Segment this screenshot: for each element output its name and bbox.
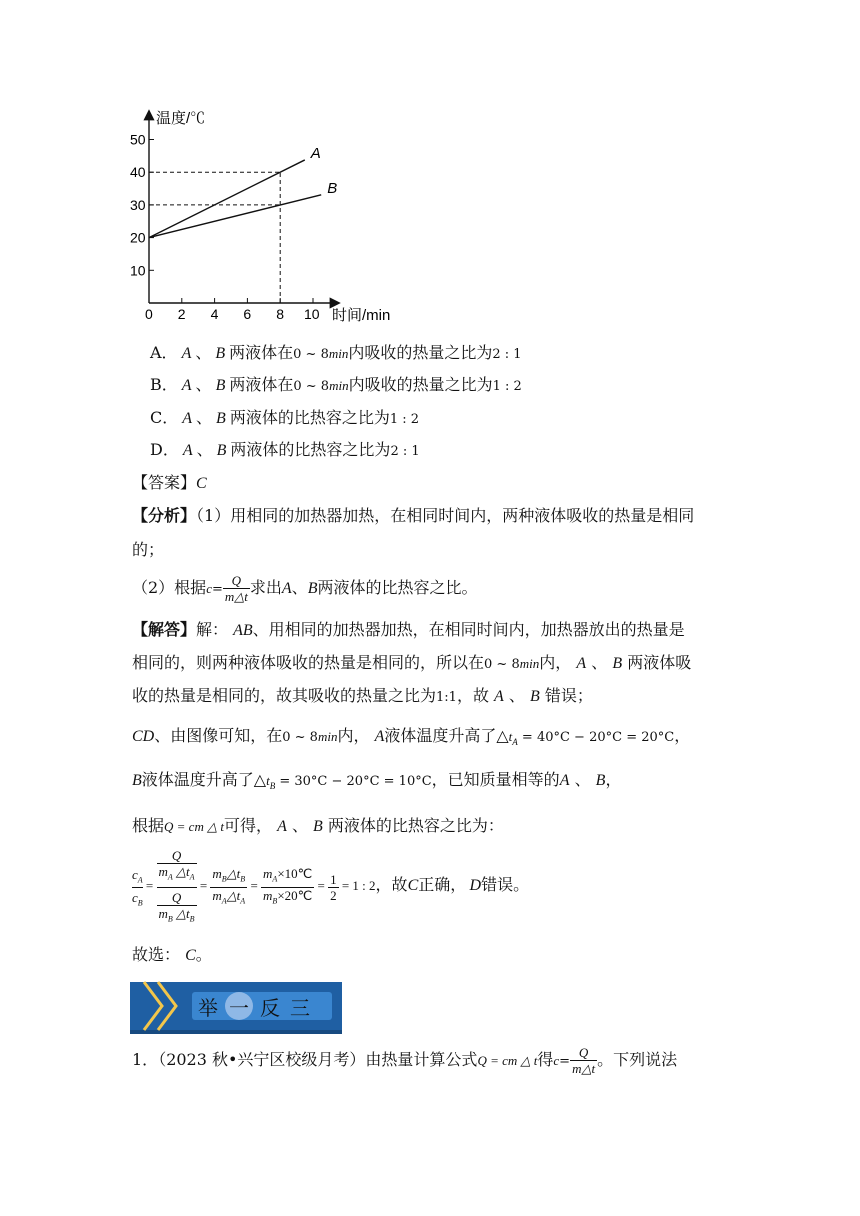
solution-line-1 [132, 618, 685, 643]
banner-char-4: 三 [290, 996, 310, 1020]
option-part: D． [150, 440, 179, 459]
formula: Q = cm △ t [477, 1053, 538, 1068]
eq: = [145, 878, 154, 894]
banner-char-3: 反 [260, 996, 280, 1020]
sub-a: A [512, 737, 518, 748]
sep: 、 [574, 770, 591, 789]
solution-text: 相同的，则两种液体吸收的热量是相同的，所以在 [132, 653, 485, 672]
solution-text: 根据 [132, 816, 165, 835]
option-b[interactable] [150, 373, 522, 399]
option-part: B [216, 442, 227, 459]
eq-term-5: $\frac{1}{2}$ [330, 871, 337, 903]
analysis-text-3: 求出 [249, 578, 282, 597]
option-part: min [328, 346, 349, 361]
y-tick-label: 50 [130, 131, 146, 148]
var-t: t [508, 729, 513, 744]
option-part: A [182, 442, 193, 459]
eq-term-1: $\frac{c_A}{c_B}$ [132, 867, 143, 908]
question-number: 1． [132, 1050, 159, 1069]
y-tick-label: 30 [130, 196, 146, 213]
sep: 、 [291, 578, 308, 597]
formula-c: c [553, 1053, 560, 1068]
var-a: A [374, 728, 385, 745]
temperature-time-chart [120, 100, 391, 330]
solution-text: 收的热量是相同的，故其吸收的热量之比为 [132, 686, 437, 705]
solution-text: 、用相同的加热器加热，在相同时间内，加热器放出的热量是 [252, 620, 685, 639]
option-part: 1 : 2 [389, 412, 420, 427]
answer-value: C [196, 475, 207, 492]
var-b: B [307, 580, 318, 597]
solution-text: ，已知质量相等的 [431, 770, 560, 789]
eq-term-2: $\frac{\frac{Q}{m_A \triangle t_A}}{\frac{Q}{m_B \triangle t_B}}$ [158, 848, 195, 924]
analysis-line-2 [132, 570, 477, 608]
eq: = [199, 878, 208, 894]
x-tick-label: 0 [145, 306, 153, 322]
solution-text: ，故 [456, 686, 489, 705]
analysis-text-1b: 的； [132, 540, 165, 559]
option-part: B [216, 410, 226, 427]
solution-text: 正确， [418, 875, 467, 895]
option-part: 、 [195, 375, 212, 394]
choose-value: C [185, 947, 196, 964]
solution-label: 【解答】 [132, 620, 197, 639]
option-part: A [182, 410, 193, 427]
solution-text: 、由图像可知，在 [154, 726, 283, 745]
series-line-a [149, 160, 305, 238]
var-b: B [313, 818, 323, 835]
var-b: B [132, 772, 142, 789]
option-part: 2 : 1 [492, 347, 522, 362]
formula-c: c [206, 581, 212, 596]
series-line-b [149, 195, 321, 238]
analysis-label: 【分析】 [132, 506, 197, 525]
sep: 、 [508, 686, 525, 705]
var-cd: CD [132, 728, 155, 745]
option-part: min [329, 378, 349, 393]
solution-text: ，故 [375, 875, 408, 895]
series-label-b: B [327, 179, 338, 197]
analysis-line-1 [132, 504, 694, 528]
x-tick-label: 10 [304, 306, 320, 322]
section-banner [130, 982, 342, 1034]
choose-line [132, 943, 212, 968]
y-tick-label: 20 [130, 229, 146, 246]
x-axis-label: 时间/min [332, 307, 391, 324]
eq-b: = 30°C − 20°C = 10°C [275, 774, 432, 789]
sep: 、 [591, 653, 608, 672]
solution-text: 液体温度升高了△ [141, 770, 267, 789]
x-tick-label: 8 [276, 306, 284, 322]
choose-end: 。 [195, 945, 212, 964]
formula: Q = cm △ t [164, 819, 224, 834]
y-axis-label: 温度/℃ [156, 110, 206, 127]
option-part: 两液体的比热容之比为 [229, 408, 390, 427]
var-ab: AB [233, 622, 253, 639]
formula-eq: = [211, 582, 223, 597]
option-part: 两液体在 [229, 343, 294, 362]
chevron-icon [134, 978, 194, 1034]
eq: = [250, 878, 258, 894]
solution-text: 内， [337, 726, 370, 745]
var-a: A [559, 772, 570, 789]
option-part: A． [150, 343, 178, 362]
option-part: 两液体的比热容之比为 [230, 440, 391, 459]
analysis-line-1b [132, 538, 164, 562]
option-part: A [181, 377, 192, 394]
comma: ， [674, 726, 691, 745]
var-b: B [530, 688, 540, 705]
series-label-a: A [310, 144, 321, 162]
var-t: t [266, 773, 270, 788]
banner-char-1: 举 [198, 996, 218, 1020]
analysis-text-2: （2）根据 [132, 578, 207, 597]
question-text: （2023 秋•兴宁区校级月考）由热量计算公式 [158, 1050, 478, 1069]
var-c: C [407, 877, 419, 895]
solution-text: 内， [539, 653, 572, 672]
solution-line-3 [132, 684, 593, 710]
option-part: 0 ~ 8 [293, 347, 329, 362]
sub-b: B [269, 781, 276, 792]
solution-text: 两液体吸 [627, 653, 692, 672]
option-part: 、 [196, 440, 213, 459]
solution-text: 错误。 [481, 875, 530, 895]
y-tick-label: 40 [130, 164, 146, 181]
solution-text: 错误； [544, 686, 593, 705]
var-a: A [281, 580, 292, 597]
option-part: 两液体在 [229, 375, 294, 394]
formula-fraction: $\frac{Q}{m\triangle t}$ [224, 573, 248, 604]
question-text: 得 [537, 1050, 554, 1069]
option-d[interactable] [150, 438, 420, 464]
option-part: 1 : 2 [492, 379, 522, 394]
solution-text: 可得， [223, 816, 272, 835]
solution-line-2 [132, 651, 691, 677]
var-a: A [494, 688, 504, 705]
option-part: C． [150, 408, 179, 427]
unit: min [519, 656, 540, 671]
x-tick-label: 6 [243, 306, 252, 322]
choose-label: 故选： [132, 945, 181, 964]
solution-text: 两液体的比热容之比为： [327, 816, 504, 835]
range: 0 ~ 8 [484, 657, 520, 672]
ratio-equation [132, 848, 529, 926]
option-part: 内吸收的热量之比为 [348, 375, 493, 394]
solution-line-6 [132, 814, 504, 839]
option-part: 2 : 1 [390, 444, 420, 459]
sep: 、 [291, 816, 308, 835]
option-part: 、 [196, 408, 213, 427]
banner-char-2: 一 [229, 996, 249, 1020]
option-part: B [215, 377, 226, 394]
analysis-text-1: （1）用相同的加热器加热，在相同时间内，两种液体吸收的热量是相同 [196, 506, 695, 525]
y-tick-label: 10 [130, 262, 146, 279]
x-tick-label: 2 [177, 306, 186, 322]
solution-line-5 [132, 768, 621, 798]
option-part: 0 ~ 8 [293, 379, 330, 394]
question-text: 。下列说法 [597, 1050, 678, 1069]
unit: min [317, 729, 338, 744]
option-part: 内吸收的热量之比为 [348, 343, 493, 362]
solution-line-4 [132, 724, 690, 754]
x-tick-label: 4 [210, 306, 219, 322]
var-a: A [576, 655, 587, 672]
answer-line [132, 471, 207, 496]
solution-text: 液体温度升高了△ [384, 726, 509, 745]
question-1 [132, 1042, 677, 1080]
option-a[interactable] [150, 341, 522, 367]
option-part: A [181, 345, 192, 362]
var-b: B [612, 655, 623, 672]
solution-text: 解： [196, 620, 229, 639]
eq: = [317, 878, 325, 894]
range: 0 ~ 8 [282, 730, 318, 745]
option-part: 、 [195, 343, 212, 362]
comma: ， [605, 770, 622, 789]
option-part: B． [150, 375, 178, 394]
var-b: B [595, 772, 606, 789]
ratio: 1:1 [436, 690, 457, 705]
option-c[interactable] [150, 406, 419, 432]
eq-result: = 1 : 2 [341, 878, 376, 894]
var-d: D [469, 877, 482, 895]
formula-fraction: $\frac{Q}{m\triangle t}$ [572, 1045, 596, 1076]
eq-term-3: $\frac{m_B\triangle t_B}{m_A\triangle t_A}$ [212, 866, 246, 906]
eq-a: = 40°C − 20°C = 20°C [517, 730, 675, 745]
option-part: B [215, 345, 226, 362]
formula-eq: = [559, 1054, 571, 1069]
analysis-text-4: 两液体的比热容之比。 [317, 578, 478, 597]
eq-term-4: $\frac{m_A\times 10℃}{m_B\times 20℃}$ [263, 866, 313, 906]
answer-label: 【答案】 [132, 473, 197, 492]
var-a: A [277, 818, 287, 835]
